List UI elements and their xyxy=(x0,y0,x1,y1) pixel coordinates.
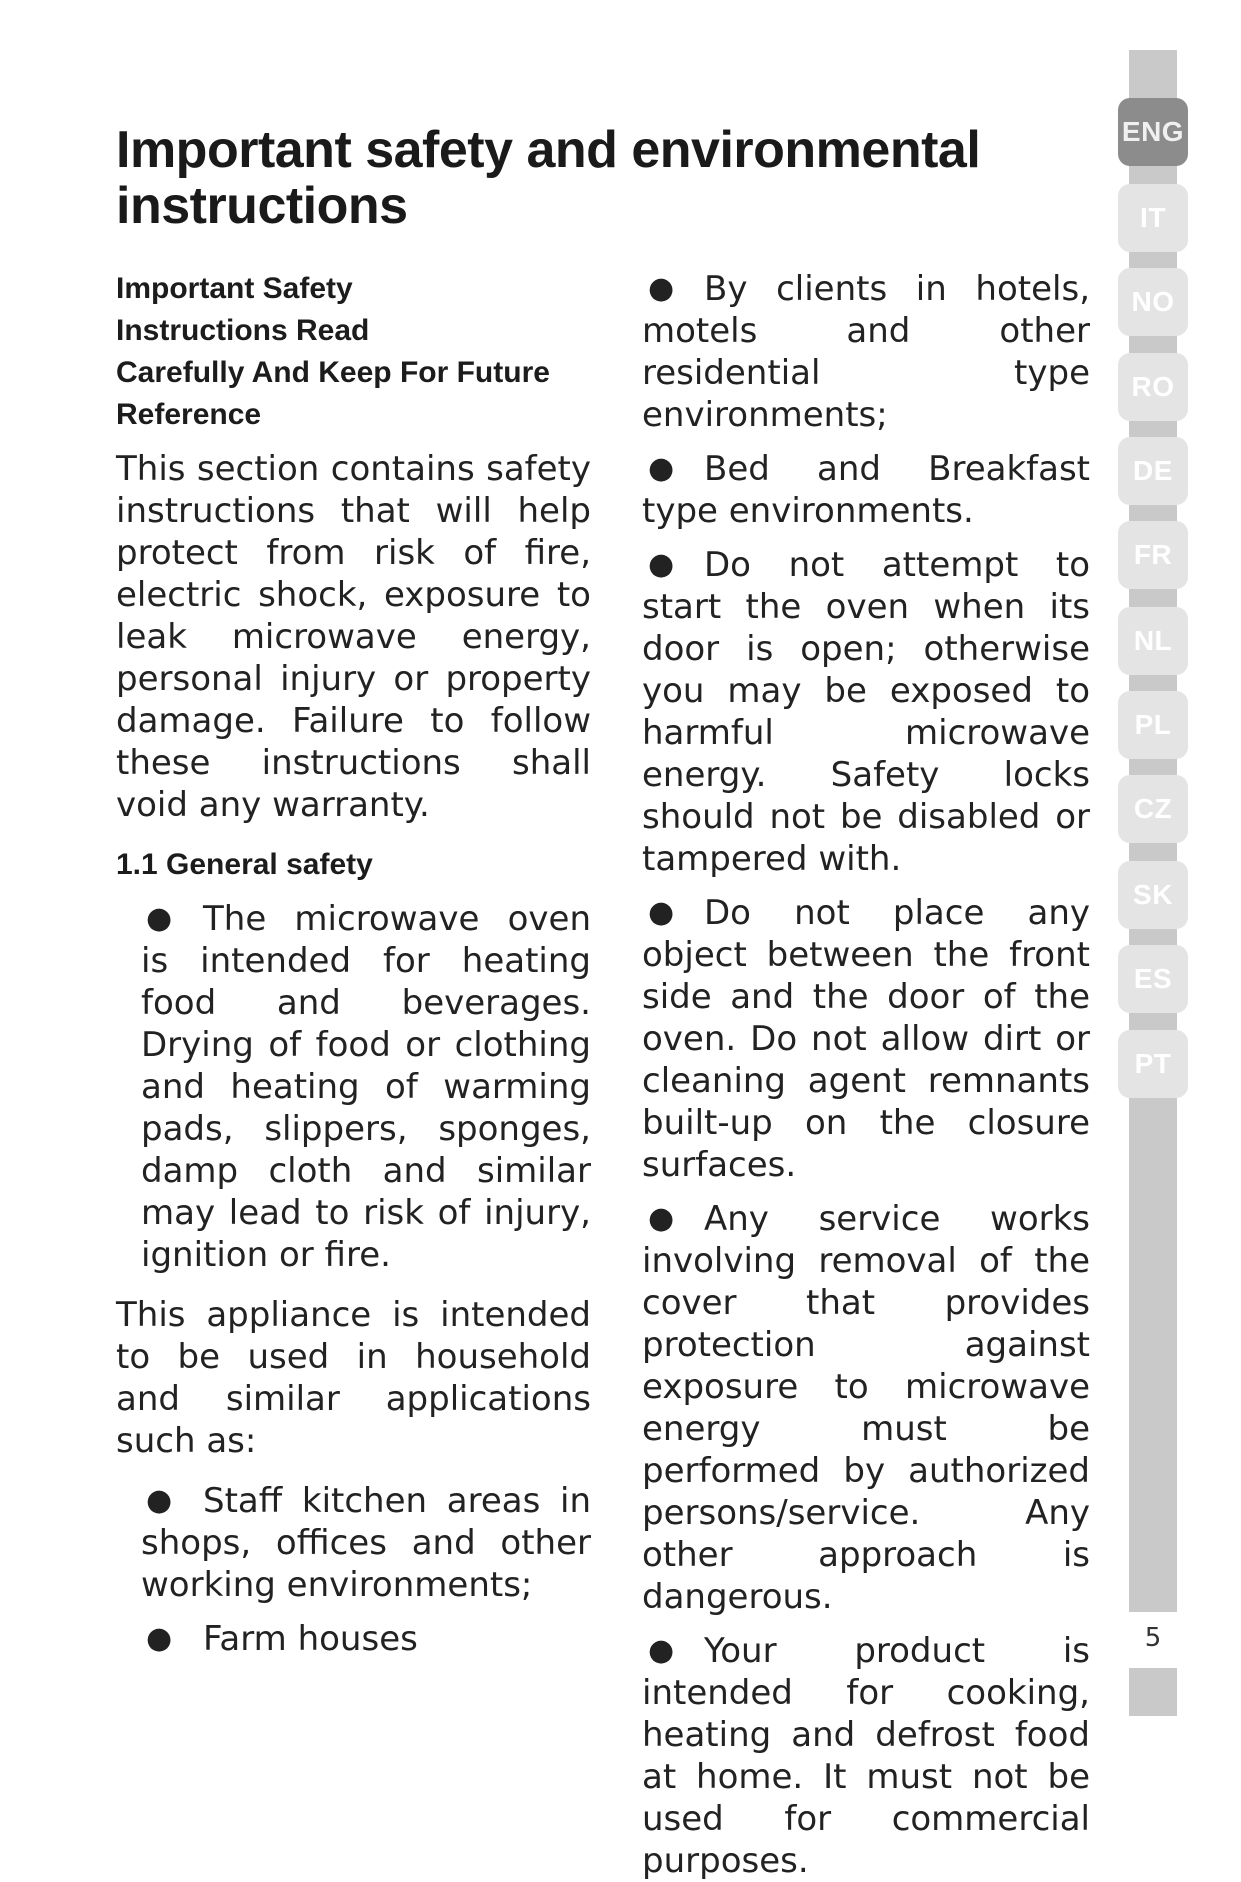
list-item-text: Do not place any object between the front side and the door of the oven. Do not allow dirt or cleaning agent remnants built-up on the closure surfaces. xyxy=(642,893,1090,1185)
list-item-text: Farm houses xyxy=(203,1619,418,1659)
page-number: 5 xyxy=(1144,1623,1162,1653)
page-title: Important safety and environmental instructions xyxy=(116,121,981,235)
bullet-icon: ● xyxy=(648,895,675,930)
list-item xyxy=(116,898,591,1276)
list-item xyxy=(642,268,1090,436)
appliance-paragraph: This appliance is intended to be used in household and similar applications such as: xyxy=(116,1295,591,1461)
language-tab-eng[interactable]: ENG xyxy=(1118,98,1188,166)
list-item xyxy=(116,1480,591,1606)
list-item-text: Bed and Breakfast type environments. xyxy=(642,449,1090,531)
language-tab-sk[interactable]: SK xyxy=(1118,861,1188,929)
language-tab-cz[interactable]: CZ xyxy=(1118,775,1188,843)
list-item xyxy=(116,1618,591,1660)
list-item-text: The microwave oven is intended for heating food and beverages. Drying of food or clothing and heating of warming pads, slippers, sponges, damp cloth and similar may lead to risk of injury, ignition or fire. xyxy=(141,899,591,1275)
list-item xyxy=(642,544,1090,880)
language-tab-nl[interactable]: NL xyxy=(1118,607,1188,675)
bullet-icon: ● xyxy=(648,1633,675,1668)
safety-heading-line-4: Reference xyxy=(116,398,262,431)
bullet-icon: ● xyxy=(146,1621,173,1656)
list-item xyxy=(642,1198,1090,1618)
list-item-text: By clients in hotels, motels and other residential type environments; xyxy=(642,269,1090,435)
list-item xyxy=(642,892,1090,1186)
language-tab-de[interactable]: DE xyxy=(1118,437,1188,505)
language-tab-fr[interactable]: FR xyxy=(1118,521,1188,589)
bullet-icon: ● xyxy=(648,271,675,306)
general-safety-heading: 1.1 General safety xyxy=(116,848,373,881)
safety-heading-line-1: Important Safety xyxy=(116,272,353,305)
language-tab-es[interactable]: ES xyxy=(1118,945,1188,1013)
list-item xyxy=(642,1630,1090,1882)
list-item-text: Your product is intended for cooking, heating and defrost food at home. It must not be used for commercial purposes. xyxy=(642,1631,1090,1881)
right-column xyxy=(642,268,1090,1882)
language-tab-no[interactable]: NO xyxy=(1118,268,1188,336)
language-tab-it[interactable]: IT xyxy=(1118,184,1188,252)
language-tab-pt[interactable]: PT xyxy=(1118,1030,1188,1098)
language-tab-pl[interactable]: PL xyxy=(1118,691,1188,759)
list-item-text: Any service works involving removal of the cover that provides protection against exposure to microwave energy must be performed by authorized persons/service. Any other approach is dangerous. xyxy=(642,1199,1090,1617)
bullet-icon: ● xyxy=(146,901,173,936)
bullet-icon: ● xyxy=(648,451,675,486)
safety-heading-line-2: Instructions Read xyxy=(116,314,370,347)
language-tab-ro[interactable]: RO xyxy=(1118,353,1188,421)
list-item-text: Do not attempt to start the oven when its door is open; otherwise you may be exposed to harmful microwave energy. Safety locks should not be disabled or tampered with. xyxy=(642,545,1090,879)
bullet-icon: ● xyxy=(648,547,675,582)
safety-heading-line-3: Carefully And Keep For Future xyxy=(116,356,550,389)
intro-paragraph: This section contains safety instructions that will help protect from risk of fire, electric shock, exposure to leak microwave energy, personal injury or property damage. Failure to follow these instructions shall void any warranty. xyxy=(116,449,591,825)
left-column xyxy=(116,268,591,1660)
bullet-icon: ● xyxy=(648,1201,675,1236)
bullet-icon: ● xyxy=(146,1483,173,1518)
sidebar-footer-block xyxy=(1129,1668,1177,1716)
list-item xyxy=(642,448,1090,532)
list-item-text: Staff kitchen areas in shops, offices and other working environments; xyxy=(141,1481,591,1605)
